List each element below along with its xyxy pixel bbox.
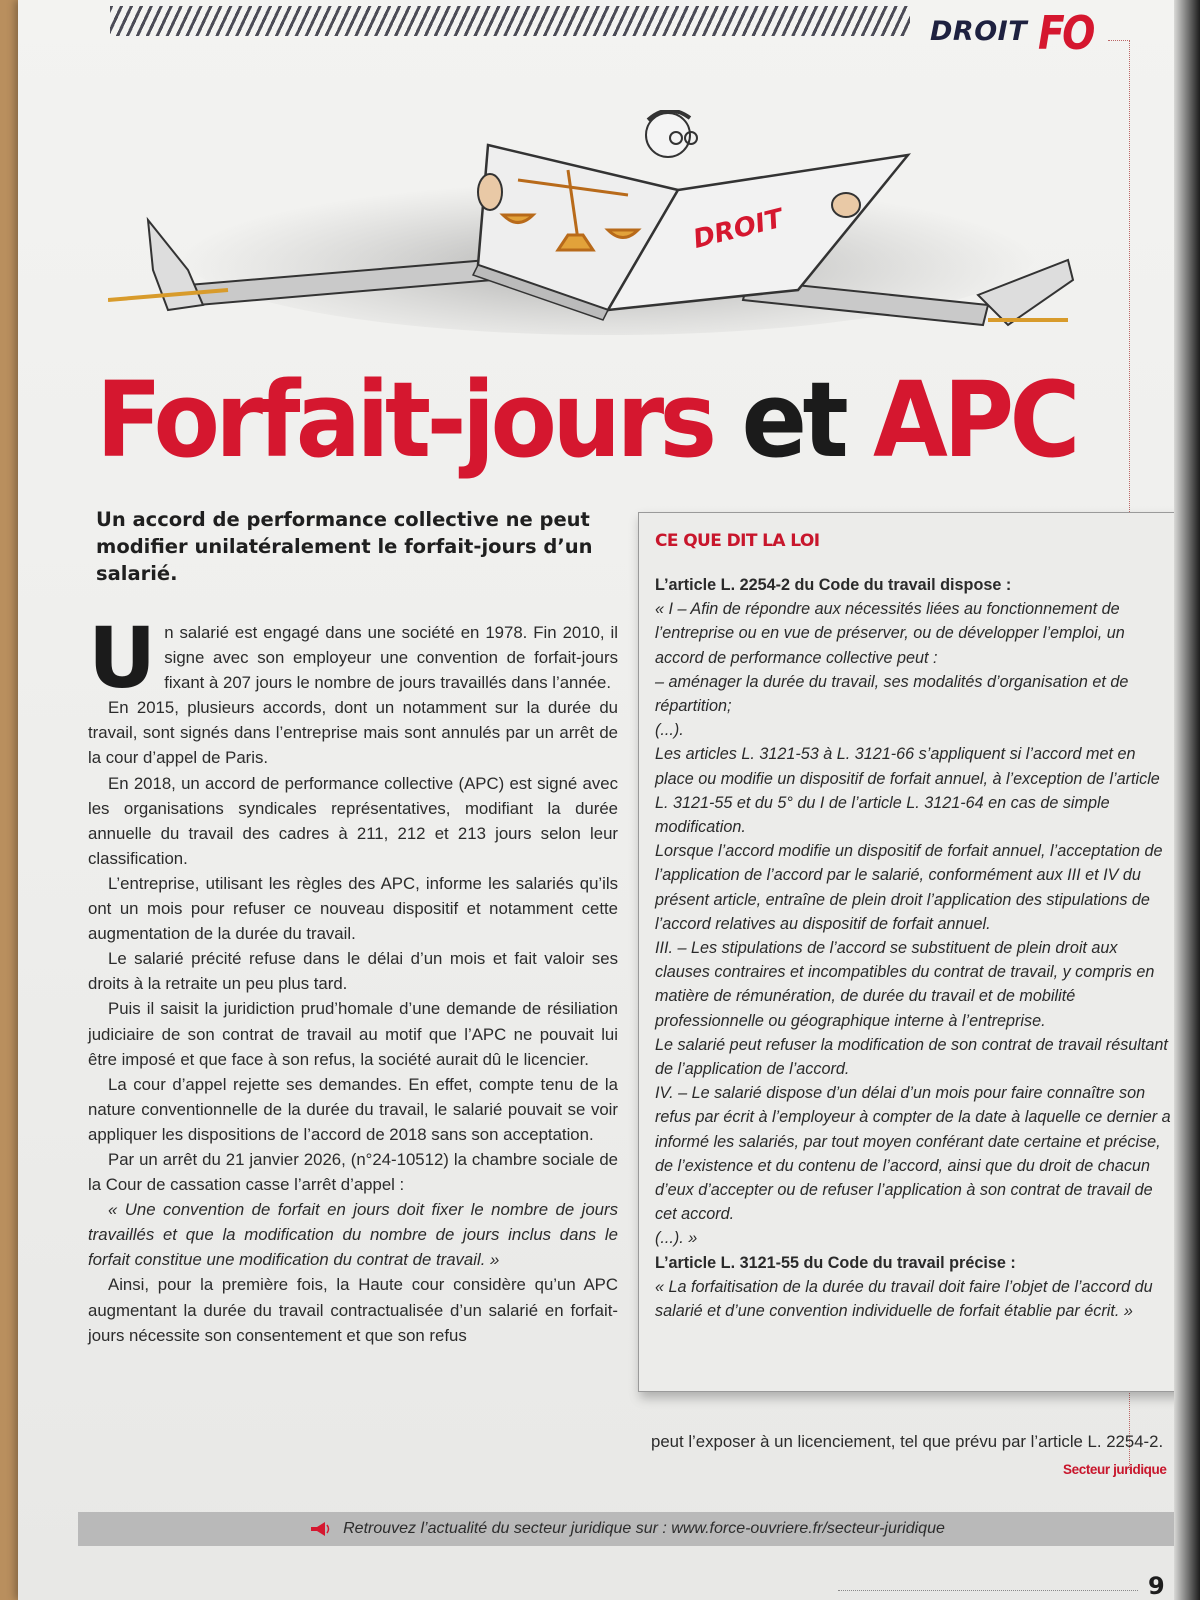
paragraph-4: L’entreprise, utilisant les règles des APC, informe les salariés qu’ils ont un mois pour refuser ce nouveau dispositif et notamment cette augmentation de la durée du travail.	[88, 873, 618, 944]
section-label: DROIT	[930, 16, 1028, 47]
article-continuation: peut l’exposer à un licenciement, tel que prévu par l’article L. 2254-2.	[651, 1432, 1164, 1451]
paragraph-6: Puis il saisit la juridiction prud’homale d’une demande de résiliation judiciaire de son contrat de travail au motif que l’APC ne pouvait lui être imposé et que face à son refus, la société aurait dû le licencier.	[88, 999, 618, 1069]
magazine-page	[18, 0, 1200, 1600]
author-signature: Secteur juridique	[1063, 1462, 1167, 1477]
paragraph-8: Par un arrêt du 21 janvier 2026, (n°24-10512) la chambre sociale de la Cour de cassation casse l’arrêt d’appel :	[88, 1149, 618, 1195]
law-box-content	[649, 573, 1175, 1323]
law-box-title: CE QUE DIT LA LOI	[655, 531, 820, 551]
fo-logo: FO	[1038, 6, 1093, 60]
law-heading-l2254-2: L’article L. 2254-2 du Code du travail dispose :	[655, 576, 1012, 594]
title-et: et	[741, 359, 845, 481]
megaphone-icon	[309, 1521, 331, 1537]
law-quote: « La forfaitisation de la durée du travail doit faire l’objet de l’accord du salarié et d’une convention individuelle de forfait établie par écrit. »	[655, 1277, 1153, 1321]
law-heading-l3121-55: L’article L. 3121-55 du Code du travail précise :	[655, 1253, 1016, 1272]
law-line: (...). »	[655, 1229, 698, 1248]
page-edge-shadow	[1174, 0, 1200, 1600]
paragraph-3: En 2018, un accord de performance collective (APC) est signé avec les organisations syndicales représentatives, modifiant la durée annuelle du travail des cadres à 211, 212 et 213 jours selon leur classification.	[88, 773, 618, 868]
paragraph-7: La cour d’appel rejette ses demandes. En effet, compte tenu de la nature conventionnelle de la durée du travail, le salarié pouvait se voir appliquer les dispositions de l’accord de 2018 sans son acceptation.	[88, 1074, 618, 1144]
footer-banner[interactable]	[78, 1512, 1176, 1546]
law-line: Le salarié peut refuser la modification de son contrat de travail résultant de l’application de l’accord.	[655, 1035, 1168, 1079]
paragraph-10: Ainsi, pour la première fois, la Haute cour considère qu’un APC augmentant la durée du travail contractualisée d’un salarié en forfait-jours nécessite son consentement et que son refus	[88, 1275, 618, 1345]
paragraph-1: Un salarié est engagé dans une société en 1978. Fin 2010, il signe avec son employeur une convention de forfait-jours fixant à 207 jours le nombre de jours travaillés dans l’année.	[88, 609, 618, 707]
page-number-rule	[838, 1590, 1138, 1591]
title-apc: APC	[873, 359, 1076, 481]
header-stripes-decoration	[110, 6, 910, 36]
law-line: IV. – Le salarié dispose d’un délai d’un mois pour faire connaître son refus par écrit à l’employeur à compter de la date à laquelle ce dernier a informé les salariés, par tout moyen conférant date certaine et précise, de l’existence et du contenu de l’accord, ainsi que du droit de chacun d’eux d’accepter ou de refuser l’application à son contrat de travail de cet accord.	[655, 1084, 1171, 1224]
court-quote: « Une convention de forfait en jours doit fixer le nombre de jours travaillés et que la modification du nombre de jours inclus dans le forfait constitue une modification du contrat de travail. »	[88, 1200, 618, 1270]
paragraph-5: Le salarié précité refuse dans le délai d’un mois et fait valoir ses droits à la retraite un peu plus tard.	[88, 949, 618, 994]
footer-banner-text[interactable]: Retrouvez l’actualité du secteur juridique sur : www.force-ouvriere.fr/secteur-juridique	[343, 1520, 945, 1537]
book-label: DROIT	[690, 203, 786, 255]
cartoon-illustration	[108, 110, 1108, 350]
dropcap: U	[88, 609, 157, 707]
law-sidebar-box	[638, 512, 1186, 1392]
law-line: Les articles L. 3121-53 à L. 3121-66 s’appliquent si l’accord met en place ou modifie un dispositif de forfait annuel, à l’exception de l’article L. 3121-55 et du 5° du I de l’article L. 3121-64 en cas de simple modification.	[655, 745, 1160, 837]
law-line: Lorsque l’accord modifie un dispositif de forfait annuel, l’acceptation de l’application de l’accord par le salarié, conformément aux III et IV du présent article, entraîne de plein droit l’application des stipulations de l’accord relatives au dispositif de forfait annuel.	[655, 842, 1163, 933]
page-number: 9	[1148, 1572, 1165, 1600]
article-body	[88, 609, 618, 1348]
paragraph-2: En 2015, plusieurs accords, dont un notamment sur la durée du travail, sont signés dans l’entreprise mais sont annulés par un arrêt de la cour d’appel de Paris.	[88, 698, 618, 768]
article-lede: Un accord de performance collective ne peut modifier unilatéralement le forfait-jours d’un salarié.	[96, 508, 593, 585]
law-line: (...).	[655, 721, 684, 740]
law-line: III. – Les stipulations de l’accord se substituent de plein droit aux clauses contraires et incompatibles du contrat de travail, y compris en matière de rémunération, de durée du travail et de mobilité professionnelle ou géographique interne à l’entreprise.	[655, 939, 1155, 1030]
title-forfait-jours: Forfait-jours	[96, 359, 713, 481]
article-title	[96, 359, 1076, 481]
law-line: « I – Afin de répondre aux nécessités liées au fonctionnement de l’entreprise ou en vue de préserver, ou de développer l’emploi, un accord de performance collective peut :	[655, 600, 1125, 667]
law-line: – aménager la durée du travail, ses modalités d’organisation et de répartition;	[655, 672, 1129, 716]
